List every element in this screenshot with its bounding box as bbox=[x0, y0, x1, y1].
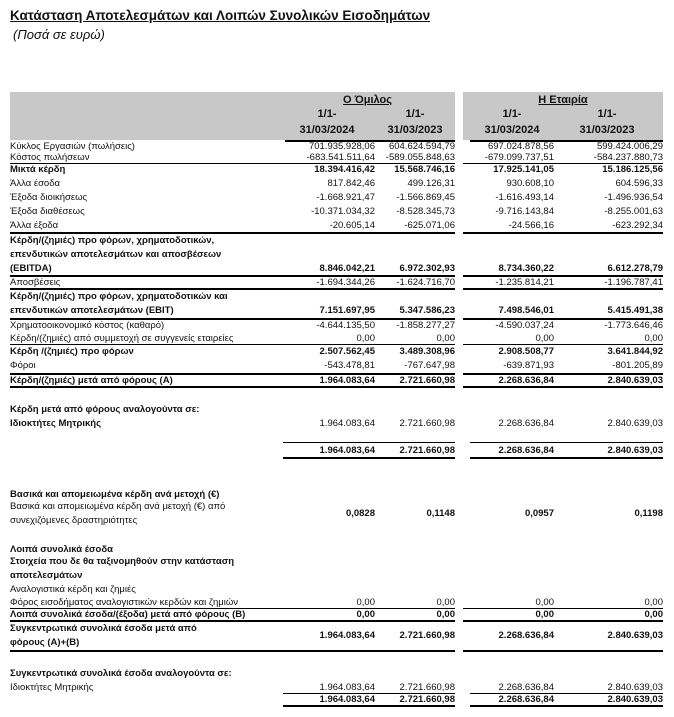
statement-title: Κατάσταση Αποτελεσμάτων και Λοιπών Συνολικών Εισοδημάτων bbox=[10, 8, 431, 23]
value-group-2023: -8.528.345,73 bbox=[396, 206, 455, 217]
value-company-2023: 0,00 bbox=[644, 333, 663, 344]
value-company-2023: 0,1198 bbox=[634, 508, 663, 519]
value-company-2023: 2.840.639,03 bbox=[607, 418, 663, 429]
value-company-2023: 2.840.639,03 bbox=[607, 630, 663, 641]
value-company-2024: -1.616.493,14 bbox=[495, 192, 554, 203]
row-total-comprehensive-income bbox=[10, 622, 663, 650]
value-company-2023: 6.612.278,79 bbox=[607, 263, 663, 274]
value-group-2024: -1.694.344,26 bbox=[316, 277, 375, 288]
value-company-2024: 930.608,10 bbox=[506, 178, 554, 189]
value-group-2023: 15.568.746,16 bbox=[394, 164, 455, 175]
value-group-2023: 604.624.594,79 bbox=[388, 141, 455, 152]
value-group-2023: 0,00 bbox=[436, 597, 455, 608]
period-end: 31/03/2023 bbox=[387, 124, 443, 136]
rule bbox=[10, 344, 455, 345]
row-ebit bbox=[10, 290, 663, 318]
rule bbox=[463, 386, 663, 388]
rule bbox=[283, 442, 455, 443]
value-company-2024: 2.268.636,84 bbox=[498, 418, 554, 429]
row-label: Λοιπά συνολικά έσοδα/(έξοδα) μετά από φόρους (Β) bbox=[10, 609, 246, 620]
period-start: 1/1- bbox=[317, 108, 337, 120]
row-label: Κύκλος Εργασιών (πωλήσεις) bbox=[10, 141, 135, 152]
row-label: Μικτά κέρδη bbox=[10, 164, 66, 175]
section-subheading: Στοιχεία που δε θα ταξινομηθούν στην κατάσταση αποτελεσμάτων bbox=[10, 556, 235, 581]
value-group-2024: 817.842,46 bbox=[327, 178, 375, 189]
section-heading: Συγκεντρωτικά συνολικά έσοδα αναλογούντα σε: bbox=[10, 668, 232, 679]
company-heading: Η Εταιρία bbox=[538, 94, 588, 106]
value-company-2024: 8.734.360,22 bbox=[498, 263, 554, 274]
value-company-2024: 0,0957 bbox=[524, 508, 554, 519]
period-header-company-2023 bbox=[558, 106, 656, 138]
value-company-2024: -639.871,93 bbox=[503, 360, 554, 371]
row-label: Αποσβέσεις bbox=[10, 277, 61, 288]
value-group-2023: 2.721.660,98 bbox=[399, 375, 455, 386]
value-company-2023: 2.840.639,03 bbox=[607, 375, 663, 386]
value-company-2024: 0,00 bbox=[535, 597, 554, 608]
value-group-2024: 0,00 bbox=[356, 333, 375, 344]
value-company-2024: 0,00 bbox=[535, 609, 554, 620]
value-company-2024: 697.024.878,56 bbox=[487, 141, 554, 152]
row-label: Φόρος εισοδήματος αναλογιστικών κερδών και ζημιών bbox=[10, 597, 238, 608]
value-group-2024: -543.478,81 bbox=[324, 360, 375, 371]
value-group-2024: 1.964.083,64 bbox=[319, 375, 375, 386]
rule bbox=[10, 386, 455, 388]
rule bbox=[283, 705, 455, 707]
period-header-group-2023 bbox=[372, 106, 458, 138]
value-group-2024: 1.964.083,64 bbox=[319, 418, 375, 429]
header-label-cell bbox=[10, 92, 280, 140]
value-company-2024: -24.566,16 bbox=[508, 220, 554, 231]
value-company-2024: 2.908.508,77 bbox=[498, 346, 554, 357]
row-label: Φόροι bbox=[10, 360, 36, 371]
value-group-2023: 3.489.308,96 bbox=[399, 346, 455, 357]
value-group-2023: 2.721.660,98 bbox=[399, 418, 455, 429]
value-group-2024: 2.507.562,45 bbox=[319, 346, 375, 357]
value-group-2023: 0,00 bbox=[436, 333, 455, 344]
value-company-2024: -9.716.143,84 bbox=[495, 206, 554, 217]
value-company-2023: 2.840.639,03 bbox=[607, 445, 663, 456]
value-company-2024: -1.235.814,21 bbox=[495, 277, 554, 288]
value-company-2024: 2.268.636,84 bbox=[498, 682, 554, 693]
value-group-2023: -1.858.277,27 bbox=[396, 320, 455, 331]
currency-note: (Ποσά σε ευρώ) bbox=[13, 27, 105, 42]
period-end: 31/03/2024 bbox=[484, 124, 540, 136]
value-company-2023: -1.196.787,41 bbox=[604, 277, 663, 288]
row-label: Κέρδη/(ζημιές) προ φόρων, χρηματοδοτικών, επενδυτικών αποτελεσμάτων και αποσβέσεων (EBITDA) bbox=[10, 235, 222, 274]
value-company-2023: -584.237.880,73 bbox=[593, 152, 663, 163]
value-group-2023: -625.071,06 bbox=[404, 220, 455, 231]
value-group-2023: -1.624.716,70 bbox=[396, 277, 455, 288]
row-label: Ιδιοκτήτες Μητρικής bbox=[10, 682, 94, 693]
value-group-2023: 6.972.302,93 bbox=[399, 263, 455, 274]
value-group-2024: -20.605,14 bbox=[329, 220, 375, 231]
value-company-2023: -623.292,34 bbox=[612, 220, 663, 231]
value-company-2023: 2.840.639,03 bbox=[607, 682, 663, 693]
row-label: Κέρδη/(ζημιές) από συμμετοχή σε συγγενείς εταιρείες bbox=[10, 333, 234, 344]
row-label: Έξοδα διοικήσεως bbox=[10, 192, 88, 203]
rule bbox=[470, 457, 663, 459]
value-company-2024: -4.590.037,24 bbox=[495, 320, 554, 331]
value-group-2023: 5.347.586,23 bbox=[399, 305, 455, 316]
value-group-2024: 701.935.928,06 bbox=[308, 141, 375, 152]
period-header-company-2024 bbox=[466, 106, 558, 138]
value-company-2024: 2.268.636,84 bbox=[498, 694, 554, 705]
group-heading: Ο Όμιλος bbox=[343, 94, 392, 106]
value-group-2024: 1.964.083,64 bbox=[319, 445, 375, 456]
value-company-2023: 0,00 bbox=[644, 597, 663, 608]
value-group-2024: 8.846.042,21 bbox=[319, 263, 375, 274]
row-label: Άλλα έσοδα bbox=[10, 178, 60, 189]
value-group-2024: -10.371.034,32 bbox=[311, 206, 375, 217]
period-end: 31/03/2023 bbox=[579, 124, 635, 136]
row-oci-subheading bbox=[10, 555, 663, 583]
section-heading: Λοιπά συνολικά έσοδα bbox=[10, 544, 113, 555]
value-company-2023: 599.424.006,29 bbox=[596, 141, 663, 152]
value-group-2023: 499.126,31 bbox=[407, 178, 455, 189]
section-heading: Βασικά και απομειωμένα κέρδη ανά μετοχή (€) bbox=[10, 489, 220, 500]
row-label: Κέρδη/(ζημιές) προ φόρων, χρηματοδοτικών και επενδυτικών αποτελεσμάτων (EBIT) bbox=[10, 291, 228, 316]
rule bbox=[470, 442, 663, 443]
row-label: Ιδιοκτήτες Μητρικής bbox=[10, 418, 102, 429]
period-start: 1/1- bbox=[502, 108, 522, 120]
value-group-2024: 7.151.697,95 bbox=[319, 305, 375, 316]
value-group-2024: 0,00 bbox=[356, 609, 375, 620]
value-company-2024: 7.498.546,01 bbox=[498, 305, 554, 316]
value-company-2024: 0,00 bbox=[535, 333, 554, 344]
value-company-2023: 2.840.639,03 bbox=[607, 694, 663, 705]
value-company-2023: 5.415.491,38 bbox=[607, 305, 663, 316]
period-end: 31/03/2024 bbox=[299, 124, 355, 136]
value-group-2023: -1.566.869,45 bbox=[396, 192, 455, 203]
value-group-2024: 1.964.083,64 bbox=[319, 630, 375, 641]
section-heading: Κέρδη μετά από φόρους αναλογούντα σε: bbox=[10, 404, 200, 415]
rule bbox=[470, 705, 663, 707]
value-group-2024: -683.541.511,64 bbox=[306, 152, 375, 163]
row-label: Βασικά και απομειωμένα κέρδη ανά μετοχή (€) από συνεχιζόμενες δραστηριότητες bbox=[10, 501, 226, 526]
value-company-2023: 3.641.844,92 bbox=[607, 346, 663, 357]
value-group-2023: -589.055.848,63 bbox=[385, 152, 455, 163]
value-group-2024: 0,0828 bbox=[345, 508, 375, 519]
value-group-2023: 0,1148 bbox=[426, 508, 455, 519]
value-group-2024: 1.964.083,64 bbox=[319, 682, 375, 693]
row-label: Χρηματοοικονομικό κόστος (καθαρό) bbox=[10, 320, 165, 331]
value-group-2024: -4.644.135,50 bbox=[316, 320, 375, 331]
row-label: Συγκεντρωτικά συνολικά έσοδα μετά από φόρους (Α)+(Β) bbox=[10, 623, 197, 648]
value-group-2024: 1.964.083,64 bbox=[319, 694, 375, 705]
value-company-2023: -1.773.646,46 bbox=[604, 320, 663, 331]
row-label: Κέρδη /(ζημιές) προ φόρων bbox=[10, 346, 134, 357]
value-group-2024: -1.668.921,47 bbox=[316, 192, 375, 203]
value-group-2023: 2.721.660,98 bbox=[399, 630, 455, 641]
value-group-2023: 2.721.660,98 bbox=[399, 445, 455, 456]
value-group-2023: -767.647,98 bbox=[404, 360, 455, 371]
value-group-2024: 18.394.416,42 bbox=[314, 164, 375, 175]
value-company-2023: -8.255.001,63 bbox=[604, 206, 663, 217]
value-company-2023: 15.186.125,56 bbox=[602, 164, 663, 175]
row-label: Κέρδη/(ζημιές) μετά από φόρους (Α) bbox=[10, 375, 173, 386]
value-company-2023: 604.596,33 bbox=[615, 178, 663, 189]
rule bbox=[10, 650, 455, 652]
value-group-2024: 0,00 bbox=[356, 597, 375, 608]
period-start: 1/1- bbox=[597, 108, 617, 120]
period-start: 1/1- bbox=[405, 108, 425, 120]
row-label: Κόστος πωλήσεων bbox=[10, 152, 90, 163]
row-eps bbox=[10, 500, 663, 528]
period-header-group-2024 bbox=[282, 106, 372, 138]
value-company-2024: 17.925.141,05 bbox=[493, 164, 554, 175]
value-group-2023: 2.721.660,98 bbox=[399, 682, 455, 693]
row-label: Αναλογιστικά κέρδη και ζημιές bbox=[10, 584, 136, 595]
value-company-2024: -679.099.737,51 bbox=[484, 152, 554, 163]
rule bbox=[463, 344, 663, 345]
rule bbox=[463, 650, 663, 652]
rule bbox=[283, 457, 455, 459]
value-group-2023: 0,00 bbox=[436, 609, 455, 620]
value-company-2024: 2.268.636,84 bbox=[498, 445, 554, 456]
row-label: Άλλα έξοδα bbox=[10, 220, 59, 231]
row-label: Έξοδα διαθέσεως bbox=[10, 206, 85, 217]
value-group-2023: 2.721.660,98 bbox=[399, 694, 455, 705]
value-company-2023: -801.205,89 bbox=[612, 360, 663, 371]
value-company-2023: -1.496.936,54 bbox=[604, 192, 663, 203]
row-ebitda bbox=[10, 234, 663, 276]
value-company-2024: 2.268.636,84 bbox=[498, 375, 554, 386]
value-company-2023: 0,00 bbox=[644, 609, 663, 620]
value-company-2024: 2.268.636,84 bbox=[498, 630, 554, 641]
